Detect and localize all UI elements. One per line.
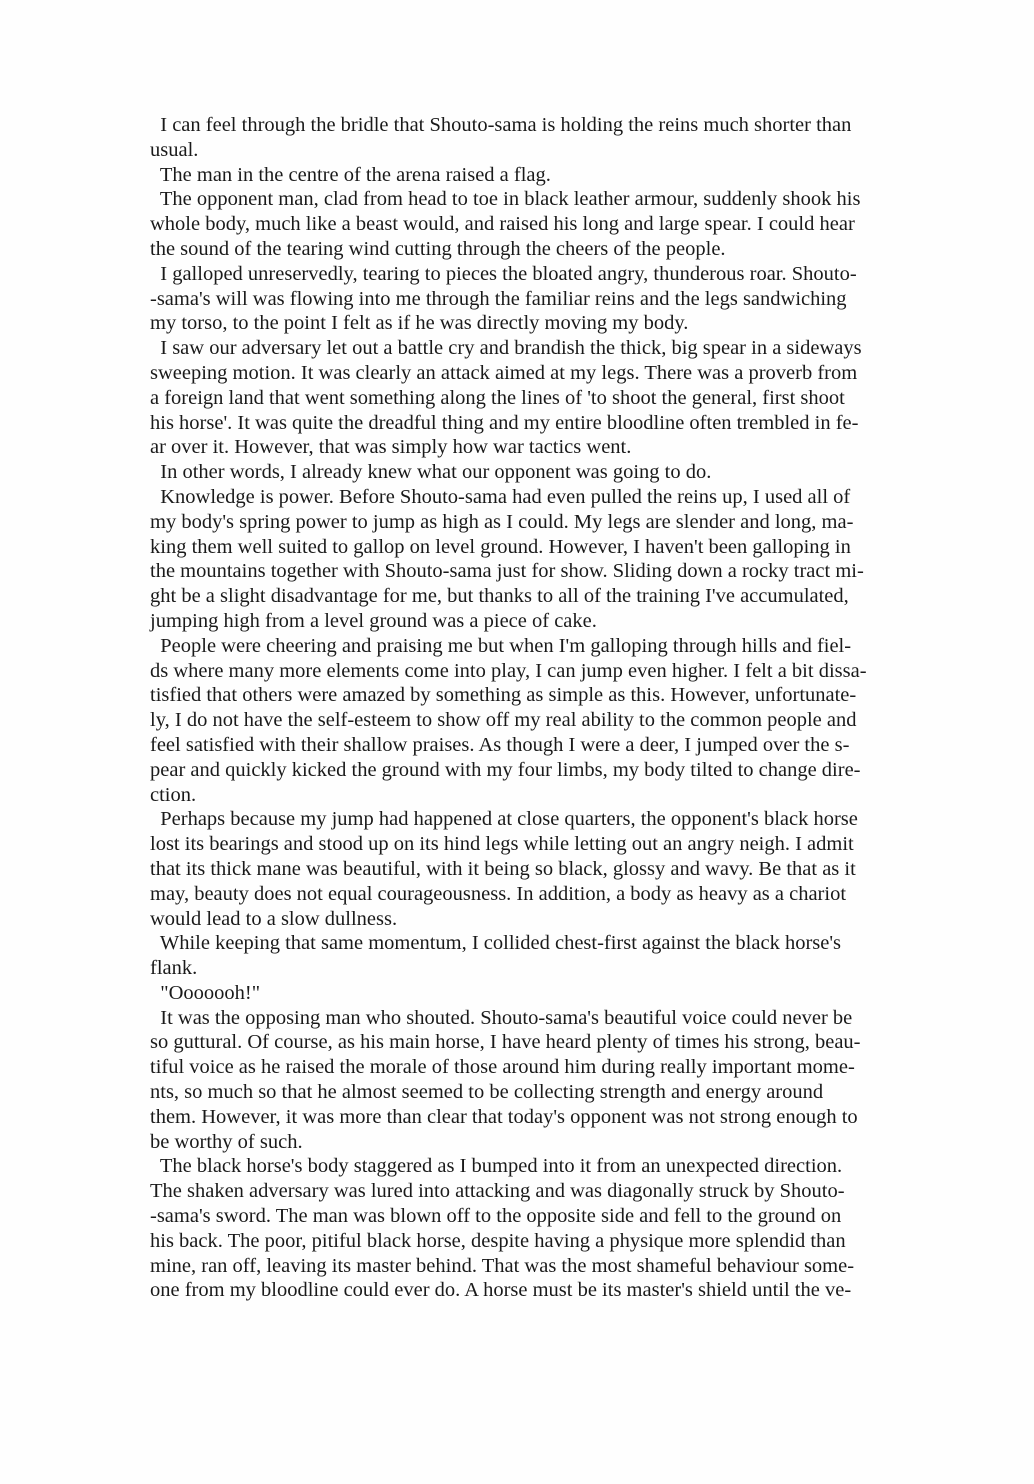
- text-line: may, beauty does not equal courageousness. In addition, a body as heavy as a chariot: [150, 882, 847, 905]
- text-line: that its thick mane was beautiful, with it being so black, glossy and wavy. Be that as it: [150, 857, 856, 880]
- text-line: his back. The poor, pitiful black horse, despite having a physique more splendid than: [150, 1229, 846, 1252]
- text-line: While keeping that same momentum, I collided chest-first against the black horse's: [150, 932, 842, 955]
- text-line: -sama's sword. The man was blown off to the opposite side and fell to the ground on: [150, 1205, 842, 1228]
- text-line: -sama's will was flowing into me through the familiar reins and the legs sandwiching: [150, 287, 847, 310]
- text-line: would lead to a slow dullness.: [150, 907, 398, 930]
- text-line: ght be a slight disadvantage for me, but thanks to all of the training I've accumulated,: [150, 585, 849, 608]
- text-line: In other words, I already knew what our opponent was going to do.: [150, 461, 712, 484]
- text-line: ar over it. However, that was simply how war tactics went.: [150, 436, 632, 459]
- text-line: sweeping motion. It was clearly an attack aimed at my legs. There was a proverb from: [150, 361, 858, 384]
- text-line: tisfied that others were amazed by something as simple as this. However, unfortunate-: [150, 684, 857, 707]
- text-line: The man in the centre of the arena raised a flag.: [150, 163, 551, 186]
- text-line: People were cheering and praising me but when I'm galloping through hills and fiel-: [150, 634, 852, 657]
- text-line: "Ooooooh!": [150, 981, 261, 1004]
- text-line: pear and quickly kicked the ground with my four limbs, my body tilted to change dire-: [150, 758, 861, 781]
- text-line: the mountains together with Shouto-sama just for show. Sliding down a rocky tract mi-: [150, 560, 864, 583]
- text-line: ly, I do not have the self-esteem to show off my real ability to the common people and: [150, 709, 857, 732]
- text-line: so guttural. Of course, as his main horse, I have heard plenty of times his strong, beau-: [150, 1031, 861, 1054]
- text-line: Perhaps because my jump had happened at close quarters, the opponent's black horse: [150, 808, 858, 831]
- text-line: I galloped unreservedly, tearing to pieces the bloated angry, thunderous roar. Shouto-: [150, 262, 857, 285]
- text-line: one from my bloodline could ever do. A horse must be its master's shield until the ve-: [150, 1279, 852, 1302]
- text-line: jumping high from a level ground was a piece of cake.: [150, 609, 597, 632]
- text-line: flank.: [150, 957, 198, 980]
- text-line: nts, so much so that he almost seemed to be collecting strength and energy around: [150, 1081, 824, 1104]
- text-line: his horse'. It was quite the dreadful thing and my entire bloodline often trembled in fe-: [150, 411, 859, 434]
- text-line: king them well suited to gallop on level ground. However, I haven't been galloping in: [150, 535, 851, 558]
- text-line: a foreign land that went something along the lines of 'to shoot the general, first shoot: [150, 386, 845, 409]
- text-line: mine, ran off, leaving its master behind. That was the most shameful behaviour some-: [150, 1254, 855, 1277]
- text-line: my torso, to the point I felt as if he was directly moving my body.: [150, 312, 689, 335]
- text-line: I can feel through the bridle that Shouto-sama is holding the reins much shorter than: [150, 114, 852, 136]
- text-line: whole body, much like a beast would, and raised his long and large spear. I could hear: [150, 213, 855, 236]
- text-line: ds where many more elements come into play, I can jump even higher. I felt a bit dissa-: [150, 659, 867, 682]
- text-line: feel satisfied with their shallow praises. As though I were a deer, I jumped over the s-: [150, 733, 850, 756]
- text-line: usual.: [150, 138, 199, 161]
- text-line: the sound of the tearing wind cutting through the cheers of the people.: [150, 237, 726, 260]
- text-line: The opponent man, clad from head to toe in black leather armour, suddenly shook his: [150, 188, 861, 211]
- text-line: lost its bearings and stood up on its hind legs while letting out an angry neigh. I admit: [150, 833, 854, 856]
- text-line: The shaken adversary was lured into attacking and was diagonally struck by Shouto-: [150, 1180, 845, 1203]
- text-line: my body's spring power to jump as high as I could. My legs are slender and long, ma-: [150, 510, 854, 533]
- text-line: The black horse's body staggered as I bumped into it from an unexpected direction.: [150, 1155, 843, 1178]
- text-line: ction.: [150, 783, 197, 806]
- text-line: tiful voice as he raised the morale of those around him during really important mome-: [150, 1056, 855, 1079]
- text-line: be worthy of such.: [150, 1130, 303, 1153]
- text-line: It was the opposing man who shouted. Shouto-sama's beautiful voice could never be: [150, 1006, 853, 1029]
- body-text: [150, 113, 920, 1303]
- text-line: I saw our adversary let out a battle cry and brandish the thick, big spear in a sideways: [150, 337, 862, 360]
- text-line: them. However, it was more than clear that today's opponent was not strong enough to: [150, 1105, 858, 1128]
- text-line: Knowledge is power. Before Shouto-sama had even pulled the reins up, I used all of: [150, 485, 851, 508]
